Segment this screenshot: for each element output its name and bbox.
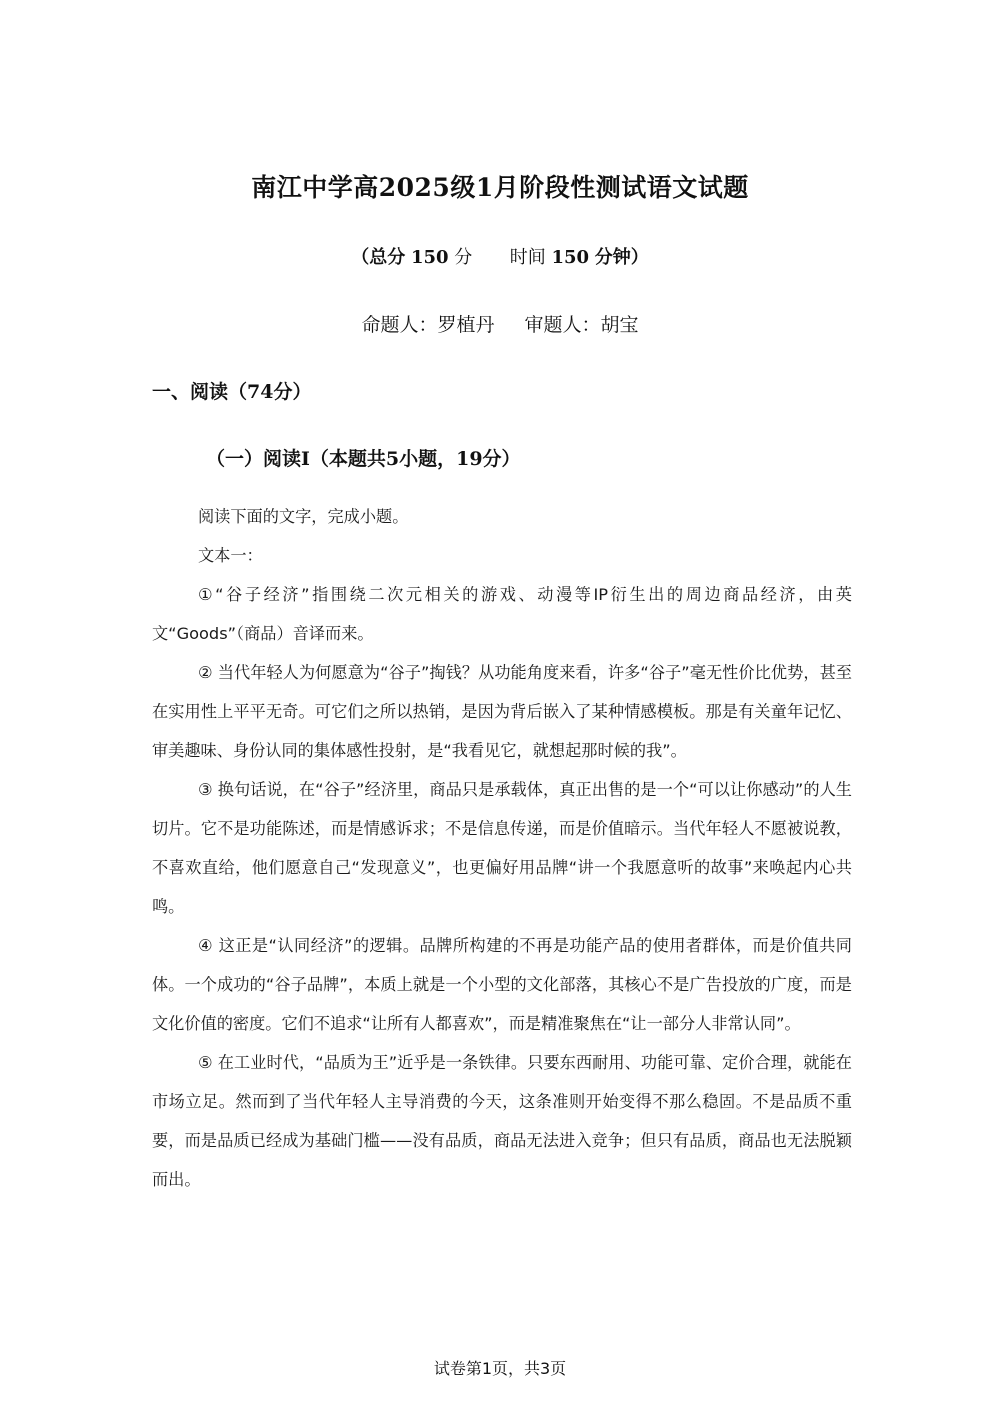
passage-paragraph: ④ 这正是“认同经济”的逻辑。品牌所构建的不再是功能产品的使用者群体，而是价值共同体。一个成功的“谷子品牌”，本质上就是一个小型的文化部落，其核心不是广告投放的广度，而是文化价值的密度。它们不追求“让所有人都喜欢”，而是精准聚焦在“让一部分人非常认同”。 <box>152 936 852 1033</box>
passage-paragraph: ② 当代年轻人为何愿意为“谷子”掏钱？从功能角度来看，许多“谷子”毫无性价比优势，甚至在实用性上平平无奇。可它们之所以热销，是因为背后嵌入了某种情感模板。那是有关童年记忆、审美趣味、身份认同的集体感性投射，是“我看见它，就想起那时候的我”。 <box>152 663 852 760</box>
page-footer: 试卷第1页，共3页 <box>433 1359 567 1378</box>
passage-text-label: 文本一： <box>198 546 263 565</box>
passage-paragraph: ⑤ 在工业时代，“品质为王”近乎是一条铁律。只要东西耐用、功能可靠、定价合理，就能在市场立足。然而到了当代年轻人主导消费的今天，这条准则开始变得不那么稳固。不是品质不重要，而是品质已经成为基础门槛——没有品质，商品无法进入竞争；但只有品质，商品也无法脱颖而出。 <box>152 1053 852 1189</box>
exam-score-time <box>0 243 1000 269</box>
total-score-label: （总分 <box>351 247 406 268</box>
exam-title: 南江中学高2025级1月阶段性测试语文试题 <box>251 173 749 202</box>
question-setter: 命题人：罗植丹 <box>361 314 495 336</box>
time-value: 150 <box>551 247 590 268</box>
time-label: 时间 <box>509 247 546 268</box>
passage-instruction: 阅读下面的文字，完成小题。 <box>198 507 409 526</box>
passage-paragraph: ③ 换句话说，在“谷子”经济里，商品只是承载体，真正出售的是一个“可以让你感动”的人生切片。它不是功能陈述，而是情感诉求；不是信息传递，而是价值暗示。当代年轻人不愿被说教，不喜欢直给，他们愿意自己“发现意义”，也更偏好用品牌“讲一个我愿意听的故事”来唤起内心共鸣。 <box>152 780 852 916</box>
total-score-value: 150 <box>410 247 449 268</box>
reading-passage <box>152 497 852 1199</box>
passage-paragraph: ①“谷子经济”指围绕二次元相关的游戏、动漫等IP衍生出的周边商品经济，由英文“Goods”（商品）音译而来。 <box>152 585 852 643</box>
question-reviewer: 审题人：胡宝 <box>524 314 639 336</box>
total-score-unit: 分 <box>454 247 473 268</box>
time-unit: 分钟） <box>594 247 649 268</box>
exam-authors <box>0 310 1000 337</box>
subsection-heading: （一）阅读Ⅰ（本题共5小题，19分） <box>206 448 521 470</box>
section-heading: 一、阅读（74分） <box>152 381 312 403</box>
